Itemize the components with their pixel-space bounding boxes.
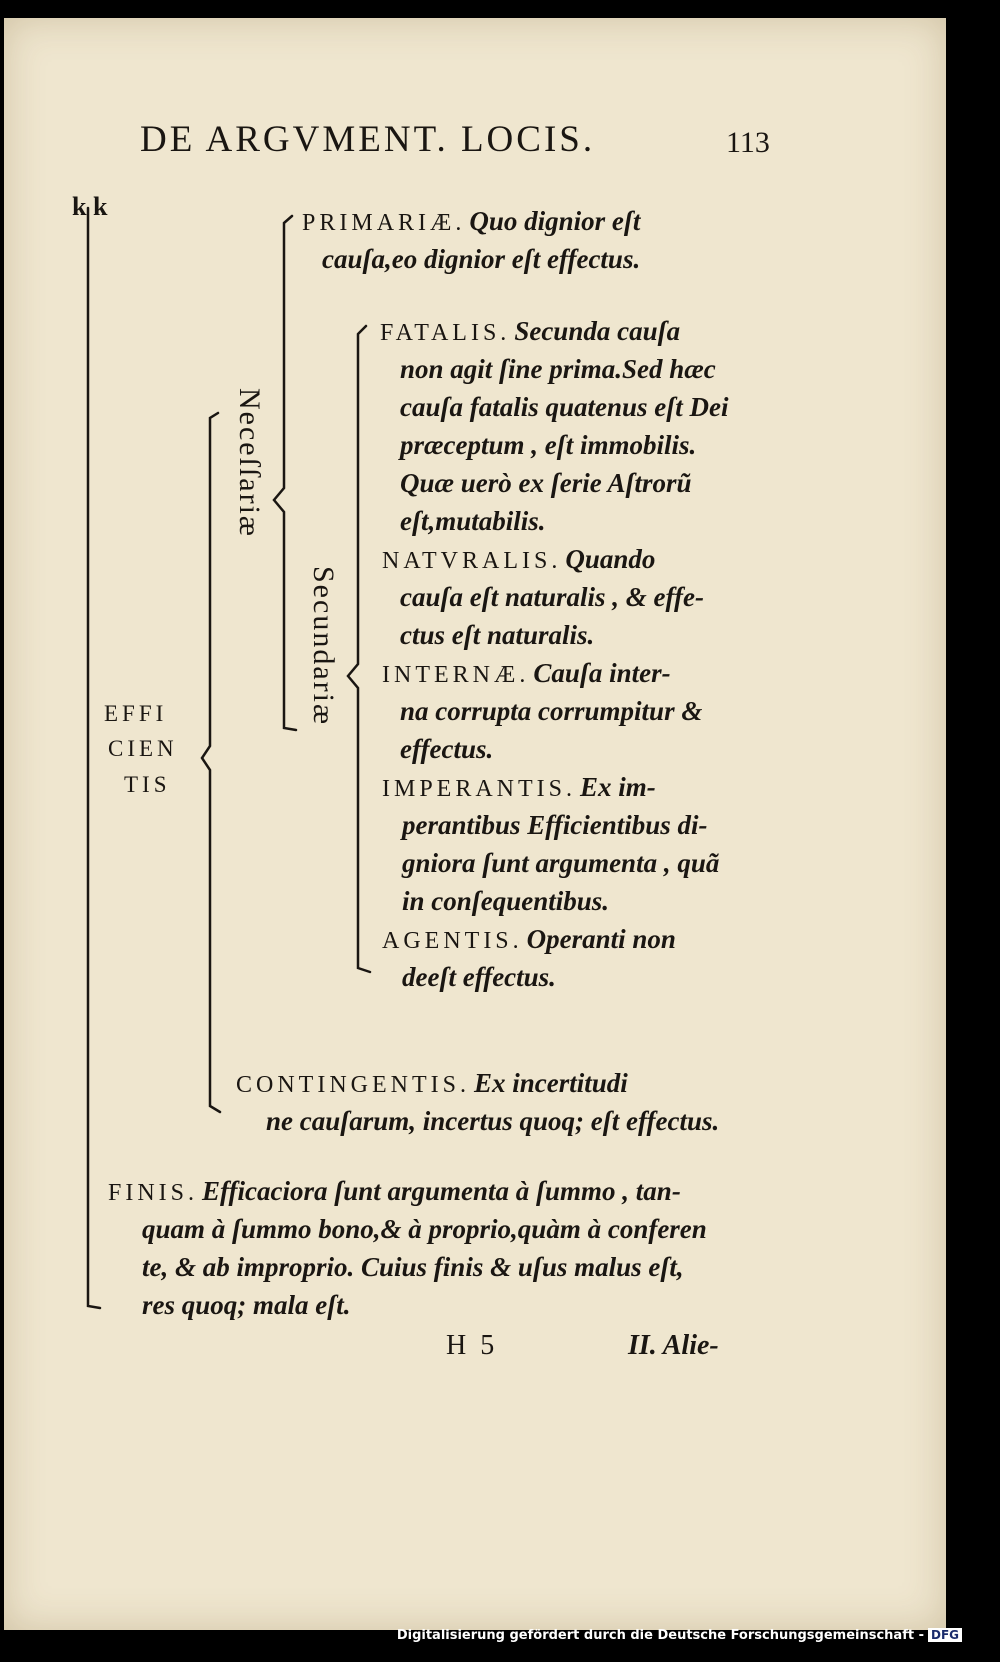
- contingentis-line: ne cauſarum, incertus quoq; eſt effectus.: [266, 1106, 720, 1136]
- entry-text: Ex im-: [580, 772, 656, 802]
- fatalis-line: non agit ſine prima.Sed hæc: [400, 354, 716, 384]
- entry-label: NATVRALIS.: [382, 548, 562, 574]
- naturalis-line: cauſa eſt naturalis , & effe-: [400, 582, 704, 612]
- fatalis-line: præceptum , eſt immobilis.: [400, 430, 697, 460]
- entry-internae: [382, 658, 671, 689]
- internae-line: na corrupta corrumpitur &: [400, 696, 703, 726]
- finis-line: te, & ab improprio. Cuius finis & uſus malus eſt,: [142, 1252, 684, 1282]
- entry-primariae: [302, 206, 640, 237]
- entry-text: Quo dignior eſt: [469, 206, 641, 236]
- page-header: DE ARGVMENT. LOCIS.: [140, 119, 596, 160]
- entry-label: CONTINGENTIS.: [236, 1072, 470, 1098]
- fatalis-line: Quæ uerò ex ſerie Aſtrorũ: [400, 468, 692, 498]
- entry-label: IMPERANTIS.: [382, 776, 577, 802]
- entry-label: AGENTIS.: [382, 928, 523, 954]
- finis-line: quam à ſummo bono,& à proprio,quàm à conferen: [142, 1214, 707, 1244]
- signature-mark: k k: [72, 192, 108, 221]
- entry-imperantis: [382, 772, 656, 803]
- fatalis-line: eſt,mutabilis.: [400, 506, 546, 536]
- catchword: II. Alie-: [628, 1330, 719, 1361]
- entry-text: Ex incertitudi: [473, 1068, 628, 1098]
- digitization-credit: [397, 1628, 962, 1643]
- internae-line: effectus.: [400, 734, 494, 764]
- naturalis-line: ctus eſt naturalis.: [400, 620, 595, 650]
- dfg-logo: DFG: [928, 1628, 962, 1642]
- efficientis-label-2: CIEN: [108, 736, 178, 761]
- finis-line: res quoq; mala eſt.: [142, 1290, 351, 1320]
- entry-naturalis: [382, 544, 655, 575]
- entry-label: FATALIS.: [380, 320, 511, 346]
- entry-label: INTERNÆ.: [382, 662, 530, 688]
- necessariae-label: Neceſſariæ: [233, 388, 266, 538]
- agentis-line: deeſt effectus.: [402, 962, 556, 992]
- fatalis-line: cauſa fatalis quatenus eſt Dei: [400, 392, 729, 422]
- entry-finis: [108, 1176, 681, 1207]
- page-number: 113: [726, 126, 770, 159]
- primariae-line: cauſa,eo dignior eſt effectus.: [322, 244, 641, 274]
- entry-label: FINIS.: [108, 1180, 199, 1206]
- entry-agentis: [382, 924, 676, 955]
- entry-contingentis: [236, 1068, 628, 1099]
- entry-label: PRIMARIÆ.: [302, 210, 466, 236]
- efficientis-label-3: TIS: [124, 772, 171, 797]
- entry-text: Quando: [565, 544, 656, 574]
- credit-text: Digitalisierung gefördert durch die Deutsche Forschungsgemeinschaft -: [396, 1628, 924, 1643]
- entry-text: Operanti non: [526, 924, 676, 954]
- efficientis-label-1: EFFI: [104, 701, 168, 726]
- imperantis-line: in conſequentibus.: [402, 886, 610, 916]
- entry-fatalis: [380, 316, 680, 347]
- imperantis-line: gniora ſunt argumenta , quã: [402, 848, 720, 878]
- entry-text: Efficaciora ſunt argumenta à ſummo , tan-: [202, 1176, 681, 1206]
- entry-text: Secunda cauſa: [514, 316, 681, 346]
- entry-text: Cauſa inter-: [533, 658, 671, 688]
- book-page: [4, 18, 946, 1630]
- secundariae-label: Secundariæ: [307, 566, 340, 726]
- signature-footer: H 5: [446, 1330, 495, 1361]
- imperantis-line: perantibus Efficientibus di-: [402, 810, 708, 840]
